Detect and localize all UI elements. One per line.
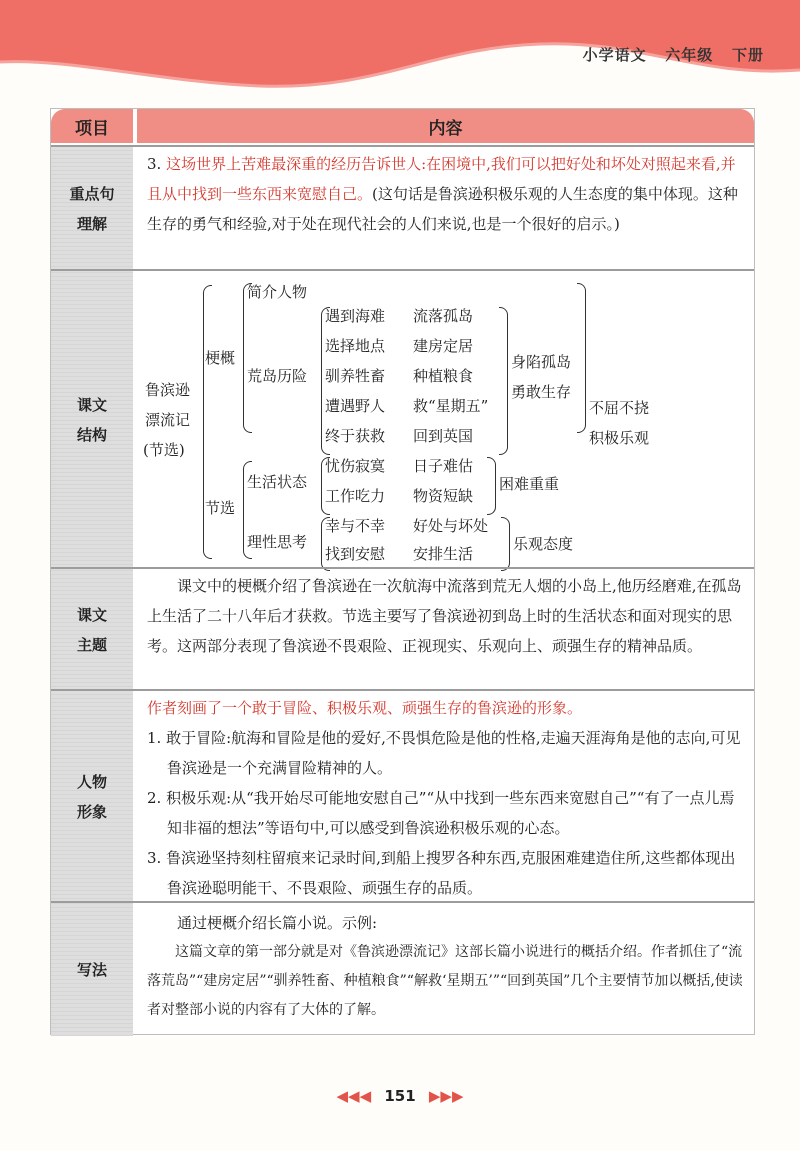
living-right-1: 日子难估 [413, 457, 474, 475]
structure-diagram [137, 271, 737, 569]
living-right-2: 物资短缺 [413, 487, 474, 505]
thinking-summary: 乐观态度 [513, 535, 574, 553]
island-summary-2: 勇敢生存 [511, 383, 572, 401]
living-left-1: 忧伤寂寞 [325, 457, 386, 475]
row-structure [51, 269, 754, 569]
thinking-left-1: 幸与不幸 [325, 517, 386, 535]
subject-label: 小学语文 [582, 46, 647, 64]
brace-outline-right [577, 283, 586, 433]
final-summary-2: 积极乐观 [589, 429, 650, 447]
living-summary: 困难重重 [499, 475, 560, 493]
sentence-explanation: (这句话是鲁滨逊积极乐观的人生态度的集中体现。这种生存的勇气和经验,对于处在现代社会的人们来说,也是一个很好的启示。) [147, 185, 738, 233]
volume-label: 下册 [731, 46, 764, 64]
book-info [583, 44, 764, 65]
row-theme [51, 567, 754, 691]
brace-island-right [499, 307, 508, 455]
event-right-1: 流落孤岛 [413, 307, 474, 325]
root-line-1: 鲁滨逊 [145, 381, 191, 399]
row-key-sentence [51, 145, 754, 271]
row-writing [51, 901, 754, 1036]
event-right-5: 回到英国 [413, 427, 474, 445]
content-table [50, 108, 755, 1035]
writing-intro: 通过梗概介绍长篇小说。示例: [177, 914, 378, 932]
excerpt-label: 节选 [205, 499, 236, 517]
outline-label: 梗概 [205, 349, 236, 367]
event-left-5: 终于获救 [325, 427, 386, 445]
key-sentence-text [147, 149, 747, 239]
character-point-2: 2. 积极乐观:从“我开始尽可能地安慰自己”“从中找到一些东西来宽慰自己”“有了一点儿焉知非福的想法”等语句中,可以感受到鲁滨逊积极乐观的心态。 [147, 789, 735, 837]
event-right-3: 种植粮食 [413, 367, 474, 385]
grade-label: 六年级 [665, 46, 714, 64]
column-header-content: 内容 [137, 109, 754, 143]
quoted-sentence: 这场世界上苦难最深重的经历告诉世人:在困境中,我们可以把好处和坏处对照起来看,并且从中找到一些东西来宽慰自己。 [147, 155, 736, 203]
root-line-2: 漂流记 [145, 411, 191, 429]
character-point-3: 3. 鲁滨逊坚持刻柱留痕来记录时间,到船上搜罗各种东西,克服困难建造住所,这些都体现出鲁滨逊聪明能干、不畏艰险、顽强生存的品质。 [147, 849, 736, 897]
row-content [137, 147, 755, 273]
event-right-2: 建房定居 [413, 337, 474, 355]
label-line-2: 结构 [76, 426, 107, 444]
row-content [137, 691, 755, 905]
island-label: 荒岛历险 [247, 367, 308, 385]
thinking-label: 理性思考 [247, 533, 308, 551]
page-number: 151 [384, 1087, 416, 1105]
label-line-1: 课文 [76, 606, 107, 624]
thinking-right-2: 安排生活 [413, 545, 474, 563]
brace-thinking-right [501, 517, 510, 571]
writing-example: 这篇文章的第一部分就是对《鲁滨逊漂流记》这部长篇小说进行的概括介绍。作者抓住了“流落荒岛”“建房定居”“驯养牲畜、种植粮食”“解救‘星期五’”“回到英国”几个主要情节加以概括,使读者对整部小说的内容有了大体的了解。 [147, 944, 743, 1018]
table-header [51, 109, 754, 143]
row-character [51, 689, 754, 903]
label-line-1: 课文 [76, 396, 107, 414]
final-summary-1: 不屈不挠 [589, 399, 650, 417]
island-summary-1: 身陷孤岛 [511, 353, 572, 371]
root-line-3: (节选) [143, 441, 185, 459]
label-line-2: 理解 [76, 215, 107, 233]
event-left-4: 遭遇野人 [325, 397, 386, 415]
intro-label: 简介人物 [247, 283, 308, 301]
label-text: 写法 [76, 960, 107, 979]
label-line-1: 重点句 [69, 185, 115, 203]
living-left-2: 工作吃力 [325, 487, 386, 505]
event-left-1: 遇到海难 [325, 307, 386, 325]
living-label: 生活状态 [247, 473, 308, 491]
label-line-2: 形象 [76, 803, 107, 821]
character-summary: 作者刻画了一个敢于冒险、积极乐观、顽强生存的鲁滨逊的形象。 [147, 699, 583, 717]
event-right-4: 救“星期五” [413, 397, 489, 415]
event-left-2: 选择地点 [325, 337, 386, 355]
item-number: 3. [147, 155, 162, 173]
row-label [51, 691, 133, 903]
brace-living-right [487, 457, 496, 515]
row-label [51, 569, 133, 691]
theme-text: 课文中的梗概介绍了鲁滨逊在一次航海中流落到荒无人烟的小岛上,他历经磨难,在孤岛上生活了二十八年后才获救。节选主要写了鲁滨逊初到岛上时的生活状态和面对现实的思考。这两部分表现了鲁滨逊不畏艰险、正视现实、乐观向上、顽强生存的精神品质。 [147, 577, 742, 655]
event-left-3: 驯养牲畜 [325, 367, 386, 385]
row-label [51, 271, 133, 569]
row-label [51, 147, 133, 271]
character-point-1: 1. 敢于冒险:航海和冒险是他的爱好,不畏惧危险是他的性格,走遍天涯海角是他的志向,可见鲁滨逊是一个充满冒险精神的人。 [147, 729, 741, 777]
label-line-2: 主题 [76, 636, 107, 654]
thinking-right-1: 好处与坏处 [413, 517, 489, 535]
thinking-left-2: 找到安慰 [325, 545, 386, 563]
right-arrows-icon: ▶▶▶ [428, 1087, 464, 1105]
row-content [137, 569, 755, 693]
column-header-item: 项目 [51, 109, 133, 143]
page-footer [0, 1087, 800, 1105]
label-line-1: 人物 [76, 773, 107, 791]
row-label [51, 903, 133, 1036]
left-arrows-icon: ◀◀◀ [336, 1087, 372, 1105]
row-content [137, 903, 755, 1042]
